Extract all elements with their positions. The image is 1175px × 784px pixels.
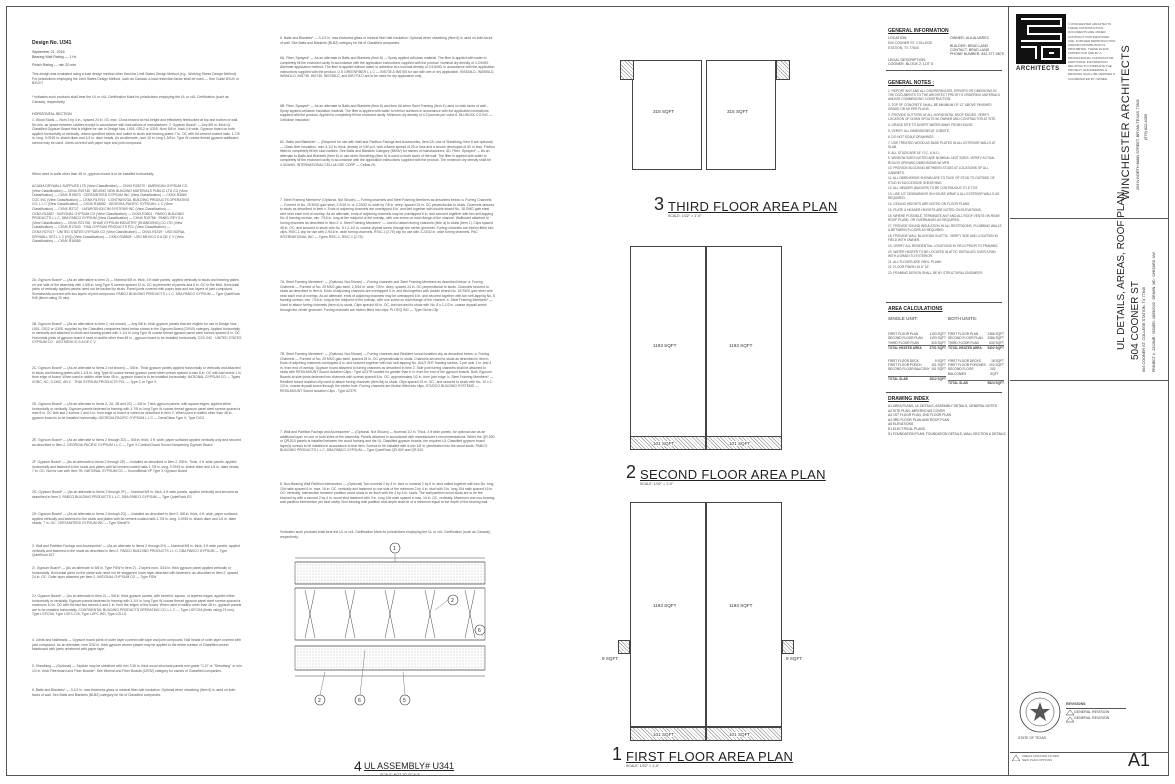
both-area-value: 202 SQFT (989, 363, 1004, 368)
general-note-item: 14. CEILING HEIGHTS ARE NOTED ON FLOOR PLANS. (888, 202, 971, 207)
spec-item-6: 6. Batts and Blankets* — 3-1/2 in. max thickness glass or mineral fiber batt insulation. Optional when sheathing (Item 6) is used on both faces of wall. See Batts and Blankets (BLBZ) category for list of Classified companies. (32, 688, 236, 697)
single-area-value: 101 SQFT (931, 363, 946, 368)
spec-item-7a: 7A. Steel Framing Members* — (Optional, Not Shown) — Furring channels and Steel Framing Members as described below: a. Furring Channels — Formed of No. 25 MSG galv steel, 2-9/16 in. wide, 7/8 in. deep, spaced 24 in. OC perpendicular to studs. Channels secured to studs as described in Item b. Ends of adjoining channels are overlapped 6 in. and tied together with double strand No. 18 SWG galv steel wire near each end of overlap. As an alternate, ends of adjoining channels may be overlapped 6 in. and secured together with two self-tapping No. 8 framing screws, min. 7/16 in. long at the midpoint of the overlap, with one screw on each flange of the channel. b. Steel Framing Members* — Used to attach furring channels (Item a) to studs. Clips spaced 48 in. OC. and secured to studs with No. 8 x 1-1/2 in. coarse drywall screw through the center grommet. Furring channels are friction fitted into clips. PLITEQ INC — Type Genie Clip (280, 280, 495, 312)
divider (886, 70, 1002, 71)
revisions-label: REVISIONS (1066, 702, 1086, 706)
single-area-value: 2912 SQFT (929, 376, 946, 381)
single-area-value: 1193 SQFT (929, 336, 946, 341)
single-area-value: 315 SQFT (931, 340, 946, 345)
single-unit-label: SINGLE UNIT: (888, 316, 918, 321)
third-plan-scale: SCALE: 1/32" = 1'-0" (668, 214, 702, 218)
sheet-title: UL DETAILS, AREAS, ROOF PLAN (1116, 191, 1127, 350)
logo-caption: ARCHITECTS (1016, 66, 1060, 72)
second-floor-right-unit (706, 246, 782, 446)
single-area-value: 9 SQFT (934, 358, 946, 363)
spec-item-2j: 2J. Gypsum Board* — (As an alternate to Item 2) — 5/8 in. thick gypsum panels, with beveled, square, or tapered edges, applied either horizontally or vertically. Gypsum panels fastened to framing with 1-1/4 in. long Type W coarse thread gypsum panel steel screws spaced a maximum 10 in. OC with the last two screws 4 and 1 in. from the edges of the board. When used in widths other than 48 in., gypsum panels are to be installed horizontally. CONTINENTAL BUILDING PRODUCTS OPERATING CO, L L C — Type LGFCSA (finish rating 21 min), Type LGFCSA, Type LGFC-C/A, Type LGFC WD, Type LGLLS (32, 594, 242, 617)
first-floor-right-porch (706, 727, 782, 741)
first-floor-left-area: 1193 SQFT (653, 603, 677, 608)
first-floor-right-unit (706, 502, 782, 727)
general-note-item: 2. TOP OF CONCRETE SHALL BE MINIMUM OF 12" ABOVE FINISHED GRADE OR AS PER PLANS. (888, 103, 992, 112)
first-floor-left-porch (630, 727, 706, 741)
sheet-number: A1 (1128, 750, 1151, 770)
single-area-value: 1193 SQFT (929, 332, 946, 336)
svg-text:6: 6 (478, 628, 481, 634)
spec-item-8: 8. Non-Bearing Wall Partition Intersection — (Optional) Two nominal 2 by 4 in. stud or nominal 2 by 6 in. stud nailed together with two 3in. long 10d nails spaced 6 in. max. 16 in. OC. vertically and fastened to one side of the minimum 2 by 4 in. stud with 3 in. long 10d nails spaced 16 in. OC. vertically. Intersection between partition wood studs to be flush with the 2 by 4 in. studs. The wall partition wood studs are to be fire blocked by with a second 2 by 4 in. wood stud fastened with 3 in. long 10d nails spaced a max. 16 in. OC. vertically. Maximum one non-bearing wall partition intersection per stud cavity. Non-bearing wall partition stud depth shall be of a minimum equal to the depth of the bearing wall. (280, 482, 495, 505)
firm-name: WINCHESTER ARCHITECTS (1120, 44, 1132, 200)
spec-finish-rating: Finish Rating — min 20 min (32, 63, 77, 67)
legal-label: LEGAL DESCRIPTION: (888, 58, 927, 62)
spec-item-3: 3. Wall and Partition Facings and Accessories* — (As an alternate to Items 2 through 2H) — Nominal 5/8 in. thick, 4 ft wide panels, applied vertically and fastened to the studs as described in Item 2. PABCO BUILDING PRODUCTS L L C, DBA PABCO GYPSUM — Type QuietRock 527 (32, 544, 240, 558)
single-unit-table (888, 332, 946, 381)
third-floor-right-unit (706, 60, 776, 170)
seal-caption: STATE OF TEXAS (1018, 736, 1047, 740)
third-floor-right-area: 315 SQFT (727, 109, 749, 114)
general-note-item: 1. REPORT ANY AND ALL DISCREPANCIES, ERRORS OR OMISSIONS IN THE DOCUMENTS TO THE ARCHITECT PRIOR TO ORDERING MATERIALS AND/OR COMMENCING CONSTRUCTION. (888, 89, 1001, 102)
general-note-item: 9. WINDOW SIZES NOTED ARE NOMINAL UNIT SIZES. VERIFY ACTUAL ROUGH OPENING DIMENSIONS W/ MFR. (888, 156, 995, 165)
third-plan-number: 3 (654, 194, 665, 214)
drawing-index-heading: DRAWING INDEX (888, 396, 929, 402)
both-area-label: FIRST FLOOR DECKS (948, 358, 981, 363)
spec-item-2c: 2C. Gypsum Board* — (As an alternate to Items 2 not shown) — 5/8 in. Thick gypsum panels applied horizontally or vertically and attached to studs and bearing plates with 1-1/4 in. long Type W coarse thread gypsum panel steel screws spaced a max 8 in. OC with last screw 1 in. from edge of board. When used in widths other than 48 in., gypsum board is to be installed horizontally. NATIONAL GYPSUM CO — Types XONC, NC, S-ONC, AR-C · THAI GYPSUM PRODUCTS PCL — Type C or Type X (32, 366, 242, 384)
both-area-label: SECOND FLOOR PLAN (948, 336, 983, 341)
second-plan-scale: SCALE: 1/32" = 1'-0" (640, 482, 674, 486)
spec-manufacturers: ACADIA DRYWALL SUPPLIES LTD (View Classification) — CKNX.R25270 · AMERICAN GYPSUM CO (View Classification) — CKNX.R19745 · BEIJING NEW BUILDING MATERIALS PUBLIC LTD CO (View Classification) — CKNX.R19573 · CERTAINTEED GYPSUM INC (View Classification) — CKNX.R3660 · CGC INC (View Classification) — CKNX.R19751 · CONTINENTAL BUILDING PRODUCTS OPERATING CO, L L C (View Classification) — CKNX.R18682 · GEORGIA-PACIFIC GYPSUM L L C (View Classification) — CKNX.R2717 · LAFARGEHOLCIM SYSTEMS INC (View Classification) — CKNX.R11887 · NATIONAL GYPSUM CO (View Classification) — CKNX.R3501 · PABCO BUILDING PRODUCTS L L C, DBA PABCO GYPSUM (View Classification) — CKNX.R19786 · PANEL REY S A (View Classification) — CKNX.R21798 · SHAW GYPSUM INDUSTRY (SHANDONG) CO LTD (View Classification) — CKNX.R17543 · THAI GYPSUM PRODUCTS PCL (View Classification) — CKNX.R27017 · UNITED STATES GYPSUM CO (View Classification) — CKNX.R1319 · USG BORAL DRYWALL SFZ L L C (RQ) (View Classification) — CKNX.R38828 · USG MEXICO S A DE C V (View Classification) — CKNX.R16089 (32, 184, 190, 244)
general-note-item: 8. ALL STUDS ARE 16" O.C. U.N.O. (888, 150, 940, 155)
spec-col2-footer: *Indicates such products shall bear the UL or cUL Certification Mark for jurisdictions employing the UL or cUL Certification (such as Canada), respectively. (280, 530, 491, 539)
second-floor-left-balcony (630, 436, 706, 450)
drawing-index-item: S1 FOUNDATION PLAN, FOUNDATION DETAILS, WALL SECTION & DETAILS (888, 431, 1006, 436)
both-area-row (948, 367, 1004, 376)
general-note-item: 20. WATER HEATER TO BE LOCATED IN ATTIC INSTALLED OVER A PAN WITH A DRAIN TO EXTERIOR. (888, 249, 996, 258)
revision-triangle-icons (1066, 710, 1074, 724)
first-plan-number: 1 (612, 744, 623, 764)
location-value: 504 COONER ST. COLLEGE STATION, TX 77840 (888, 41, 933, 50)
spec-item-2b: 2B. Gypsum Board* — (As an alternative to Item 2, not shown) — Any 5/8 in. thick gypsum panels that are eligible for use in Design Nos. L501, G512 or U305, supplied by the Classified companies listed below shown in the Gypsum Board (CKNX) category. Applied horizontally or vertically and attached to studs and bearing plates with 1-1/4 in. long Type W coarse thread gypsum panel steel screws spaced 8 in. OC. Horizontal joints of gypsum board if used in widths other than 48 in., gypsum board to be installed horizontally. CGC INC · UNITED STATES GYPSUM CO · USG MEXICO S A DE C V (32, 322, 242, 345)
spec-item-6a: 6A. Fiber, Sprayed* — As an alternate to Batts and Blankets (Item 6) — Spray applied cellulose material. The fiber is applied with water to completely fill the enclosed cavity in accordance with the application instructions supplied with the product. Nominal dry density of 4.3 lb/ft3. Alternate application method: The fiber is applied without water or adhesive at a nominal density of 3.5 lb/ft3, in accordance with the application instructions supplied with the product. U S GREENFIBER L L C — INS735 & INS765 for use with wet or dry application. INS515LD, INS555LD, INS541LD, INS735, INS745, INS765LD, and INS770LD are to be used for dry application only. (280, 56, 495, 79)
divider (1066, 708, 1126, 709)
contact-label: CONTACT: BRAD LAND (950, 48, 990, 52)
revision-note: AREAS UPDATED AS PER NEW PLAN OPTIONS (1022, 755, 1059, 762)
general-note-item: 18. PROVIDE WALL BLOCKING IN ATTIC. VERIFY SIZE AND LOCATION IN FIELD WITH OWNER. (888, 233, 998, 242)
second-floor-right-balcony (706, 436, 782, 450)
single-area-label: FIRST FLOOR DECK (888, 358, 919, 363)
both-area-total (948, 380, 1004, 385)
ul-assembly-detail-drawing (285, 540, 495, 780)
single-area-value: 2701 SQFT (929, 346, 946, 351)
general-note-item: 23. FRAMING DESIGN SHALL BE BY STRUCTURAL ENGINEER. (888, 271, 983, 276)
first-floor-left-unit (630, 502, 706, 727)
first-plan-title: FIRST FLOOR AREA PLAN (626, 749, 794, 764)
both-area-value: 2386 SQFT (987, 332, 1004, 336)
divider (886, 392, 1002, 393)
firm-address: 203 N NORTH MAIN STREET, BRYAN TEXAS 77803 (1136, 99, 1140, 190)
single-area-row (888, 345, 946, 350)
general-notes-list (888, 89, 1002, 309)
single-area-label: TOTAL SLAB (888, 376, 908, 381)
spec-item-6c: 6C. Batts and Blankets* — (Required for use with Wall and Partition Facings and Accessories, Item 2A; Use of Sheathing, Item 6 are optional) — Glass fiber insulation, nom 3-1/2 in. thick, density of 0.80 pcf, with a flame spread of 25 or less and a smoke developed of 50 or less. Friction fitted to completely fill the stud cavities. See Batts and Blankets Category (BKNV) for names of manufacturers. 6D. Fiber, Sprayed* — As an alternate to Batts and Blankets (Item 6) or use when Sheathing (Item 6) is used on both faces of the wall. The fiber is applied with water to completely fill the enclosed cavity in accordance with the application instructions supplied with the product. The minimum dry density shall be 4.30 lb/ft3. INTERNATIONAL CELLULOSE CORP — Celbar-RL (280, 140, 495, 167)
spec-items-1-2: 1. Wood Studs — Nom 2 by 4 in., spaced 24 in. OC max. Cross braced at mid-height and effectively fireblocked at top and bottom of wall. No min. air space between cavities except in accordance with instructions of manufacturer. 2. Gypsum Board* — Any 5/8 in. thick UL Classified Gypsum Board that is eligible for use in Design Nos. L501, G512 or U305. Nom 5/8 in. thick 4 ft wide. Gypsum board on both applied horizontally or vertically, unless specified below, and nailed to studs and bearing plates 7 in. OC with 6d cement coated nails, 1-7/8 in. long, 0.0915 in. shank diam and 1/4 in. diam heads. As an alternate, nom 10 in. long 1-5/8 in. Type W coarse thread gypsum wallboard screws may be used. Joints covered with paper tape and joint compound. (32, 118, 240, 145)
general-note-item: 11. ALL DIMENSIONS SHOWN ARE TO FACE OF STUD TO OUTSIDE OF STUD IN SUCCESSIVE SHEATHING. (888, 176, 995, 185)
general-note-item: 5. VERIFY ALL DIMENSIONS AT JOBSITE. (888, 129, 950, 133)
location-label: LOCATION: (888, 36, 908, 40)
first-floor-right-deck-area: 9 SQFT (786, 656, 803, 661)
firm-phone: (979) 822-4059 (1144, 114, 1148, 140)
second-floor-left-balcony-area: 101 SQFT (653, 441, 675, 446)
second-floor-right-area: 1193 SQFT (729, 343, 753, 348)
spec-paragraph-2: * Indicates such products shall bear the UL or cUL Certification Mark for jurisdictions employing the UL or cUL Certification (such as Canada), respectively. (32, 95, 229, 104)
both-area-value: 5824 SQFT (987, 381, 1004, 386)
spec-item-4: 4. Joints and Nailheads — Gypsum board joints of outer layer covered with tape and joint compound. Nail heads of outer layer covered with joint compound. As an alternate, nom 3/32 in. thick gypsum veneer plaster may be applied to the entire surface of Classified veneer baseboard with joints reinforced with paper tape. (32, 638, 242, 652)
general-note-item: 22. FLOOR FINISH 16.5" 16". (888, 265, 931, 270)
svg-text:1: 1 (393, 546, 396, 552)
single-area-row (888, 341, 946, 345)
svg-text:2: 2 (451, 598, 454, 604)
third-floor-left-unit (632, 60, 702, 170)
general-note-item: 10. PROVIDE BLOCKING BETWEEN STUDS AT LOCATIONS OF ALL CABINETS. (888, 166, 989, 175)
general-note-item: 15. PLATE & HEADER HEIGHTS ARE NOTED ON ELEVATIONS. (888, 207, 982, 212)
spec-col2-top: 6. Batts and Blankets* — 3-1/2 in. max thickness glass or mineral fiber batt insulation. Optional when sheathing (Item 6) is used on both faces of wall. See Batts and Blankets (BLBZ) category for list of Classified companies. (280, 36, 493, 45)
single-area-label: SECOND FLOOR PLAN (888, 336, 923, 341)
spec-heading: HORIZONTAL SECTION (32, 112, 72, 116)
single-area-label: SECOND FLOOR BALCONY (888, 367, 930, 372)
spec-item-5: 5. Sheathing — (Optional) — Sepfum may be sheathed with min 7/16 in. thick wood structural panels min grade "C-D" or "Sheathing" or min 1/2 in. thick Fiberboard and Fiber Boards*. See Mineral and Fiber Boards (CERZ) category for names of Classified companies. (32, 664, 242, 673)
assembly-scale: SCALE: NOT TO SCALE (380, 773, 420, 777)
drawing-index-item: A3 1ST FLOOR PLAN, 2ND FLOOR PLAN (888, 413, 951, 418)
single-area-row (888, 367, 946, 371)
single-area-label: TOTAL HEATED AREA (888, 346, 922, 351)
project-name: 504 COONER ST (1130, 281, 1141, 360)
general-note-item: 13. USE 1/2" DENSARMOR ON HOUSE WRAP & ALL EXTERIOR WALLS AS REQUIRED. (888, 192, 1000, 201)
general-note-item: 4. GRADE SITE TO DIVERT WATER AWAY FROM HOUSE. (888, 123, 974, 128)
general-note-item: 16. WHERE POSSIBLE, TERMINATE ANY AND ALL ROOF VENTS ON REAR ROOF PLANE, OR OVERHANGS AS REQUIRED. (888, 213, 1000, 222)
revision-cloud-icon (1012, 755, 1020, 761)
both-area-row (948, 341, 1004, 345)
third-floor-left-area: 315 SQFT (653, 109, 675, 114)
single-area-value: 101 SQFT (931, 367, 946, 372)
general-notes-heading: GENERAL NOTES : (888, 80, 935, 86)
first-floor-left-porch-area: 101 SQFT (653, 732, 675, 737)
both-units-table (948, 332, 1004, 386)
both-area-label: THIRD FLOOR PLAN (948, 340, 979, 345)
revision-1: GENERAL REVISION (1074, 710, 1110, 714)
general-note-item: 7. USE TREATED WOOD AS BASE PLATES IN ALL EXTERIOR WALLS AT SLAB. (888, 140, 996, 149)
third-floor-right-stair (776, 60, 790, 80)
revision-2: GENERAL REVISION (1074, 716, 1110, 720)
winchester-logo (1016, 14, 1066, 64)
both-area-row (948, 345, 1004, 350)
general-note-item: 12. ALL HEADER (BACKER) TO BE CONTINUOUS TO 6' TOS. (888, 186, 979, 191)
spec-item-2f: 2F. Gypsum Board* — (As an alternate to Items 2 through 2E) — Installed as described in Item 2. 5/8 in. Thick, 4 ft. wide panels, applied horizontally and fastened to the studs and plates with 6d cement coated nails 1-7/8 in. long, 0.0915 in. shank diam and 1/4 in. diam heads, 7 in. OC. Not for use with Item 7B. NATIONAL GYPSUM CO — SoundBreak XP Type X Gypsum Board (32, 460, 240, 474)
drawing-index-list (888, 404, 1006, 436)
spec-title: Design No. U341 (32, 40, 72, 46)
second-floor-right-balcony-area: 101 SQFT (729, 441, 751, 446)
both-area-label: FIRST FLOOR PLAN (948, 332, 979, 336)
both-area-value: 2386 SQFT (987, 336, 1004, 341)
both-units-label: BOTH UNITS: (948, 316, 978, 321)
spec-bearing-rating: Bearing Wall Rating — 1 Hr. (32, 55, 77, 59)
spec-item-2i: 2I. Gypsum Board* — (As an alternate to 5/8 in. Type FSW in Item 2) - 2 layers nom. 3/16 in. thick gypsum panel applied vertically or horizontally. Horizontal joints on the same side need not be staggered. Inner layer attached with fasteners, as described in Item 2, spaced 24 in. OC. Outer layer attached per Item 2. NATIONAL GYPSUM CO — Type FSW (32, 566, 239, 580)
second-plan-title: SECOND FLOOR AREA PLAN (640, 467, 826, 482)
drawing-index-item: A4 3RD FLOOR PLAN AND ROOF PLAN (888, 417, 950, 422)
spec-item-7b: 7B. Steel Framing Members* — (Optional, Not Shown) — Furring channels and Resilient sound isolation clip as described below: a. Furring Channels — Formed of No. 25 MSG galv steel, spaced 24 in. OC perpendicular to studs. Channels secured to studs as described in Item b. Ends of adjoining channels overlapped 6 in. and secured together with four self-tapping No. 8x1/2 SHT framing screws. 2 per side 1 in. and 4 in. from end of overlap. Gypsum board attached to furring channels as described in Item 2. Side joint furring channels shall be attached to studs with RESILMOUNT Sound Isolation Clips - Type A237R located no greater than 6 in. from the end of the gypsum boards. Both Gypsum Boards at side joints fastened into channels with screws spaced 8 in. OC. approximately 1/2 in. from joint edge. b. Steel Framing Members* — Resilient sound isolation clip used to attach furring channels (Item 8a) to studs. Clips spaced 24 in. OC., and secured to studs with No. 10 x 2-1/2 in. coarse drywall screw through the center hole. Furring channels are friction fitted into clips. STUDCO BUILDING SYSTEMS — RESILMOUNT Sound Isolation Clips - Type A237R (280, 352, 494, 393)
general-note-item: 6. DO NOT SCALE DRAWINGS. (888, 134, 935, 139)
spec-listing-header: When used in walls other than 48 in., gypsum board is to be installed horizontally. (32, 172, 155, 176)
second-floor-left-area: 1193 SQFT (653, 343, 677, 348)
project-meta: PROJECT # : 230284R · ISSUED: 08/29/2023 · DRAWN: MD · CHECKED: NW (1152, 252, 1156, 372)
legal-value: COONER, BLOCK 2, LOT 5 (888, 62, 933, 66)
owner-label: OWNER: ALA ALVAREZ (950, 36, 989, 40)
single-area-label: THIRD FLOOR PLAN (888, 340, 919, 345)
area-calc-heading: AREA CALCULATIONS (888, 306, 943, 312)
single-area-total (888, 376, 946, 381)
spec-item-6b: 6B. Fiber, Sprayed* — As an alternate to Batts and Blankets (Item 6) and Item 6A when Steel Framing (Item 4) used on both faces of wall - Spray applied cellulose insulation material. The fiber is applied with water to interior surfaces in accordance with the application instructions supplied with the product. Applied to completely fill the enclosed cavity. Minimum dry density of 4.3 pounds per cubic ft. NU-WOOL CO INC — Cellulose Insulation (280, 104, 493, 122)
both-area-label: TOTAL SLAB (948, 381, 968, 386)
second-plan-number: 2 (626, 462, 637, 482)
single-area-label: FIRST FLOOR PLAN (888, 332, 919, 336)
first-plan-scale: SCALE: 1/32" = 1'-0" (626, 764, 660, 768)
svg-text:6: 6 (358, 698, 361, 704)
third-plan-title: THIRD FLOOR AREA PLAN (668, 199, 838, 214)
drawing-index-item: A1 AREA PLANS, UL DETAILS, ASSEMBLY DETAILS, GENERAL NOTES (888, 404, 997, 408)
both-area-value: 18 SQFT (991, 358, 1004, 363)
single-area-label: FIRST FLOOR PORCH (888, 363, 922, 368)
spec-paragraph-1: This design was evaluated using a load design method other than the Limit States Design Method (e.g., Working Stress Design Method). For jurisdictions employing the Limit States Design Method, such as Canada, a load restriction factor shall be used — See Guide BXUV or BXUV7 (32, 72, 240, 86)
spec-item-7: 7. Steel Framing Members* (Optional, Not Shown) — Furring channels and Steel Framing Members as described below: a. Furring Channels — Formed of No. 25 MSG galv steel, 2-9/16 in. or 2-23/32 in. wide by 7/8 in. deep, spaced 24 in. OC perpendicular to studs. Channels secured to studs as described in Item c. Ends of adjoining channels are overlapped 6 in. and tied together with double strand No. 18 SWG galv steel wire near each end of overlap. As an alternate, ends of adjoining channels may be overlapped 6 in. and secured together with two self-tapping No. 8 framing screws, min. 7/16 in. long at the midpoint of the overlap, with one screw on each flange of the channel. Wallboard attached to furring channels as described in Item 2. b. Steel Framing Members* — Used to attach furring channels (Item a) to studs (Item 1). Clips spaced 48 in. OC, and secured to studs with No. 8 x 2-1/2 in. coarse drywall screw through the center grommet. Furring channels are friction fitted into clips. RSIC-1 clip for use with 2-9/16 in. wide furring channels. RSIC-1 (2.75) clip for use with 2-23/32 in. wide furring channels. PAC INTERNATIONAL INC — Types RSIC-1, RSIC-1 (2.75). (280, 198, 495, 239)
drawing-index-item: A5 ELEVATIONS (888, 422, 914, 427)
project-address: 504 COONER ST, COLLEGE STATION, TX 77840 (1142, 286, 1146, 372)
copyright-notice: © WINCHESTER ARCHITECTS THESE CONSTRUCTION DOCUMENTS ARE UNDER CONTRACT FOR IDENTIFIED USE. FURTHER REPRODUCTION AND/OR DISTRIBUTION IS PROHIBITED. THESE PLANS LIMITED FOR USE BY A PROFESSIONAL CONTRACTOR. ADDITIONAL INFORMATION RELATING TO COMPLETE THE PROJECT, ENGINEERING & DRAWING SHALL BE VERIFIED & COORDINATED BY OWNER. (1068, 22, 1116, 81)
general-note-item: 21. ALL FLOORS ARE VINYL PLANK. (888, 259, 943, 264)
title-block-divider (1008, 6, 1009, 776)
divider (1010, 380, 1168, 381)
general-info-heading: GENERAL INFORMATION (888, 28, 949, 34)
builder-label: BUILDER: BRAD LAND (950, 44, 989, 48)
drawing-index-item: E1 ELECTRICAL PLANS (888, 426, 925, 431)
spec-item-2a: 2A. Gypsum Board* — (As an alternative to Item 2) — Nominal 5/8 in. thick, 4 ft wide panels, applied vertically to studs and bearing plates on one side of the assembly with 1-5/8 in. long Type S screws spaced 12 in. OC at perimeter of panels and 8 in. OC in the field. Horizontal joints of vertically applied panels need not be backed by studs. Panel joints covered with paper tape and two layers of joint compound. Screwheads covered with two layers of joint compound. PABCO BUILDING PRODUCTS L L C, DBA PABCO GYPSUM — Type QuietRock 545 (finish rating 20 min). (32, 278, 240, 301)
both-area-value: 202 SQFT (990, 367, 999, 376)
divider (886, 302, 1002, 303)
both-area-value: 5402 SQFT (987, 346, 1004, 351)
assembly-number: 4 (354, 758, 362, 774)
svg-text:2: 2 (318, 698, 321, 704)
general-note-item: 17. PROVIDE SOUND INSULATION IN ALL RESTROOMS, PLUMBING WALLS & BETWEEN FLOORS AS REQUIRED. (888, 223, 1002, 232)
general-note-item: 3. PROVIDE GUTTERS AT ALL HORIZONTAL ROOF EDGES. VERIFY LOCATION OF DOWN SPOUTS W/ OWNER AND CONTRACTOR AT SITE. (888, 113, 997, 122)
svg-text:5: 5 (403, 698, 406, 704)
spec-item-7c: 7. Wall and Partition Facings and Accessories* — (Optional, Not Shown) — Nominal 1/2 in. Thick, 4 ft wide panels, for optional use as an additional layer on one or both sides of the assembly. Panels attached in accordance with manufacturer's recommendations. When the QR-500 or QR-510 panels is installed between the wood framing and the UL Classified gypsum boards, the required UL Classified gypsum board layer(s) screws to be installed in accordance to that item. Screws to be installed with a min 1/8 in. penetration into the wood studs. PABCO BUILDING PRODUCTS L L C, DBA PABCO GYPSUM — Type QuietRock QR-500 and QR-510 (280, 430, 495, 453)
second-floor-left-unit (630, 246, 706, 446)
spec-item-2h: 2H. Gypsum Board* — (As an alternate to Items 2 through 2G) — Installed as described in Item 2. 5/8 in. thick, 4 ft. wide, paper surfaced, applied vertically and fastened to the studs and plates with 6d cement coated nails 1-7/8 in. long, 0.0915 in. shank diam and 1/4 in. diam heads, 7 in. OC. CERTAINTEED GYPSUM INC — Type SilentFX (32, 512, 239, 526)
both-area-label: TOTAL HEATED AREA (948, 346, 982, 351)
divider (1010, 218, 1168, 219)
first-floor-right-deck (782, 640, 794, 654)
drawing-index-item: A2 SITE PLAN, IMPERVIOUS COVER (888, 408, 945, 413)
first-floor-left-deck-area: 9 SQFT (602, 656, 619, 661)
first-floor-right-area: 1193 SQFT (729, 603, 753, 608)
phone-label: PHONE NUMBER: 832-377-0875 (950, 52, 1004, 56)
both-area-label: SECOND FLOOR BALCONIES (948, 367, 974, 376)
first-floor-right-porch-area: 101 SQFT (729, 732, 751, 737)
third-floor-left-stair (620, 60, 634, 80)
spec-item-2e: 2E. Gypsum Board* — (As an alternate to Items 2 through 2D) — 5/8 in. thick, 4 ft. wide, paper surfaced applied vertically only and secured as described in Item 2. GEORGIA-PACIFIC GYPSUM L L C — Type X ComfortGuard Sound Dampening Gypsum Board. (32, 438, 242, 447)
first-floor-left-deck (618, 640, 630, 654)
assembly-title: UL ASSEMBLY# U341 (364, 761, 455, 771)
both-area-value: 630 SQFT (989, 340, 1004, 345)
spec-item-2g: 2G. Gypsum Board* — (As an alternate to Items 2 through 2F) — Nominal 5/8 in. thick, 4 ft wide panels, applied vertically and secured as described in Item 2. PABCO BUILDING PRODUCTS L L C, DBA PABCO GYPSUM — Type QuietRock ES. (32, 490, 239, 499)
spec-item-2d: 2D. Gypsum Board* — (As an alternate to Items 2, 2A, 2B and 2C) — 5/8 in. Thick gypsum panels, with square edges, applied either horizontally or vertically. Gypsum panels fastened to framing with 1-7/8 in. long Type W coarse thread gypsum panel steel screws spaced a max 8 in. OC with last 2 screws 1 and 4 in. from edge of board or nailed as described in Item 2. When used in widths other than 48 in., gypsum board is to be installed horizontally. GEORGIA-PACIFIC GYPSUM L L C — DensGlass Type X; Type DGG (32, 402, 241, 420)
architect-seal (1018, 690, 1062, 734)
both-area-label: FIRST FLOOR PORCHES (948, 363, 986, 368)
spec-date: September 21, 2016 (32, 50, 65, 54)
general-note-item: 19. VERIFY ALL RESIDENTIAL LOCATIONS IN FIELD PRIOR TO FRAMING. (888, 243, 999, 248)
